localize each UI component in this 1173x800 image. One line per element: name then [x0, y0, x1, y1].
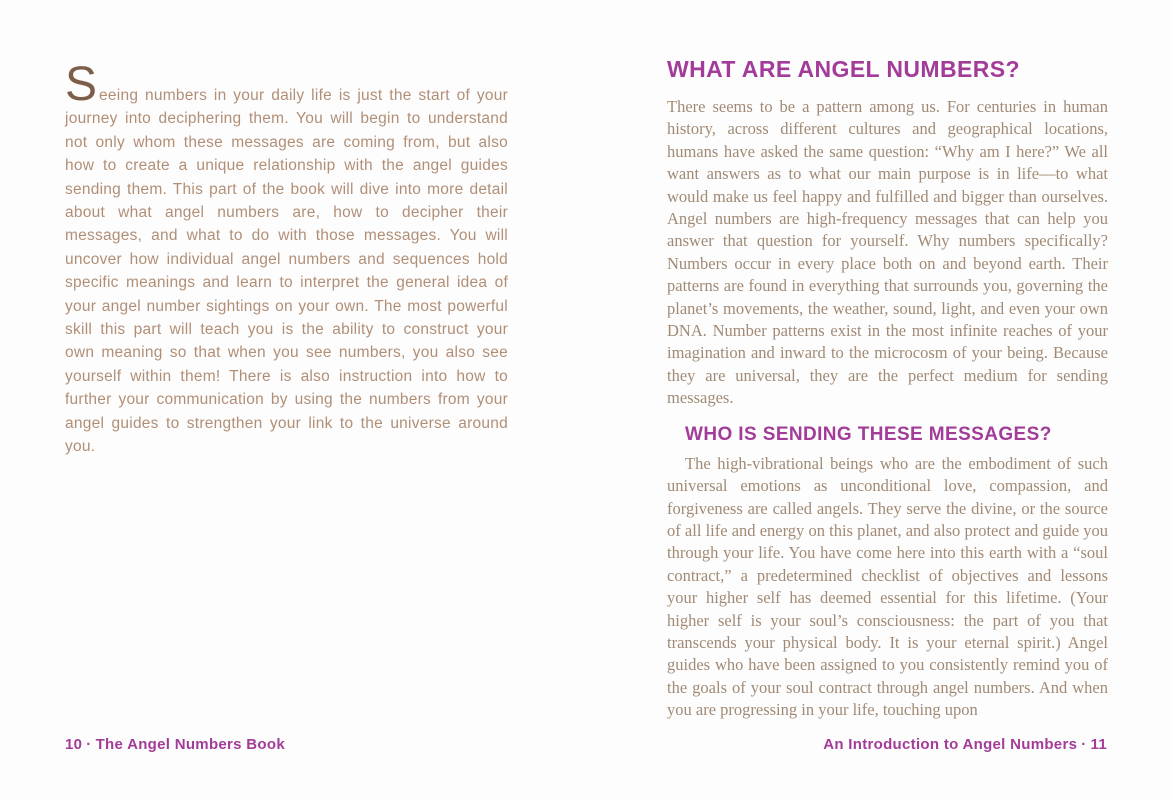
right-paragraph-1: There seems to be a pattern among us. For centuries in human history, across different cultures and geographical locations, humans have asked the same question: “Why am I here?” We all want answers as to what our main purpose is in life—to what would make us feel happy and fulfilled and bigger than ourselves. Angel numbers are high-frequency messages that can help you answer that question for yourself. Why numbers specifically? Numbers occur in every place both on and beyond earth. Their patterns are found in everything that surrounds you, governing the planet’s movements, the weather, sound, light, and even your own DNA. Number patterns exist in the most infinite reaches of your imagination and inward to the microcosm of your being. Because they are universal, they are the perfect medium for sending messages. [667, 97, 1108, 408]
section-heading: WHAT ARE ANGEL NUMBERS? [667, 56, 1020, 82]
right-paragraph-2: The high-vibrational beings who are the embodiment of such universal emotions as unconditional love, compassion, and forgiveness are called angels. They serve the divine, or the source of all life and energy on this planet, and also protect and guide you through your life. You have come here into this earth with a “soul contract,” a predetermined checklist of objectives and lessons your higher self has deemed essential for this lifetime. (Your higher self is your soul’s consciousness: the part of you that transcends your physical body. It is your eternal spirit.) Angel guides who have been assigned to you consistently remind you of the goals of your soul contract through angel numbers. And when you are progressing in your life, touching upon [667, 453, 1108, 720]
right-page [667, 56, 1108, 722]
footer-separator-dot: · [1081, 736, 1087, 753]
left-page-number: 10 [65, 736, 83, 753]
right-running-footer [823, 736, 1107, 753]
left-running-footer [65, 736, 285, 753]
footer-separator-dot: · [86, 736, 92, 753]
book-title: The Angel Numbers Book [95, 736, 285, 753]
raised-initial-cap: S [65, 58, 100, 111]
left-page [65, 58, 508, 459]
right-page-number: 11 [1090, 736, 1107, 753]
left-page-paragraph [65, 58, 508, 459]
chapter-title: An Introduction to Angel Numbers [823, 736, 1078, 753]
left-paragraph-text: eeing numbers in your daily life is just the start of your journey into deciphering them. You will begin to understand not only whom these messages are coming from, but also how to create a unique relationship with the angel guides sending them. This part of the book will dive into more detail about what angel numbers are, how to decipher their messages, and what to do with those messages. You will uncover how individual angel numbers and sequences hold specific meanings and learn to interpret the general idea of your angel number sightings on your own. The most powerful skill this part will teach you is the ability to construct your own meaning so that when you see numbers, you also see yourself within them! There is also instruction into how to further your communication by using the numbers from your angel guides to strengthen your link to the universe around you. [65, 87, 508, 456]
subsection-heading: WHO IS SENDING THESE MESSAGES? [685, 423, 1052, 445]
